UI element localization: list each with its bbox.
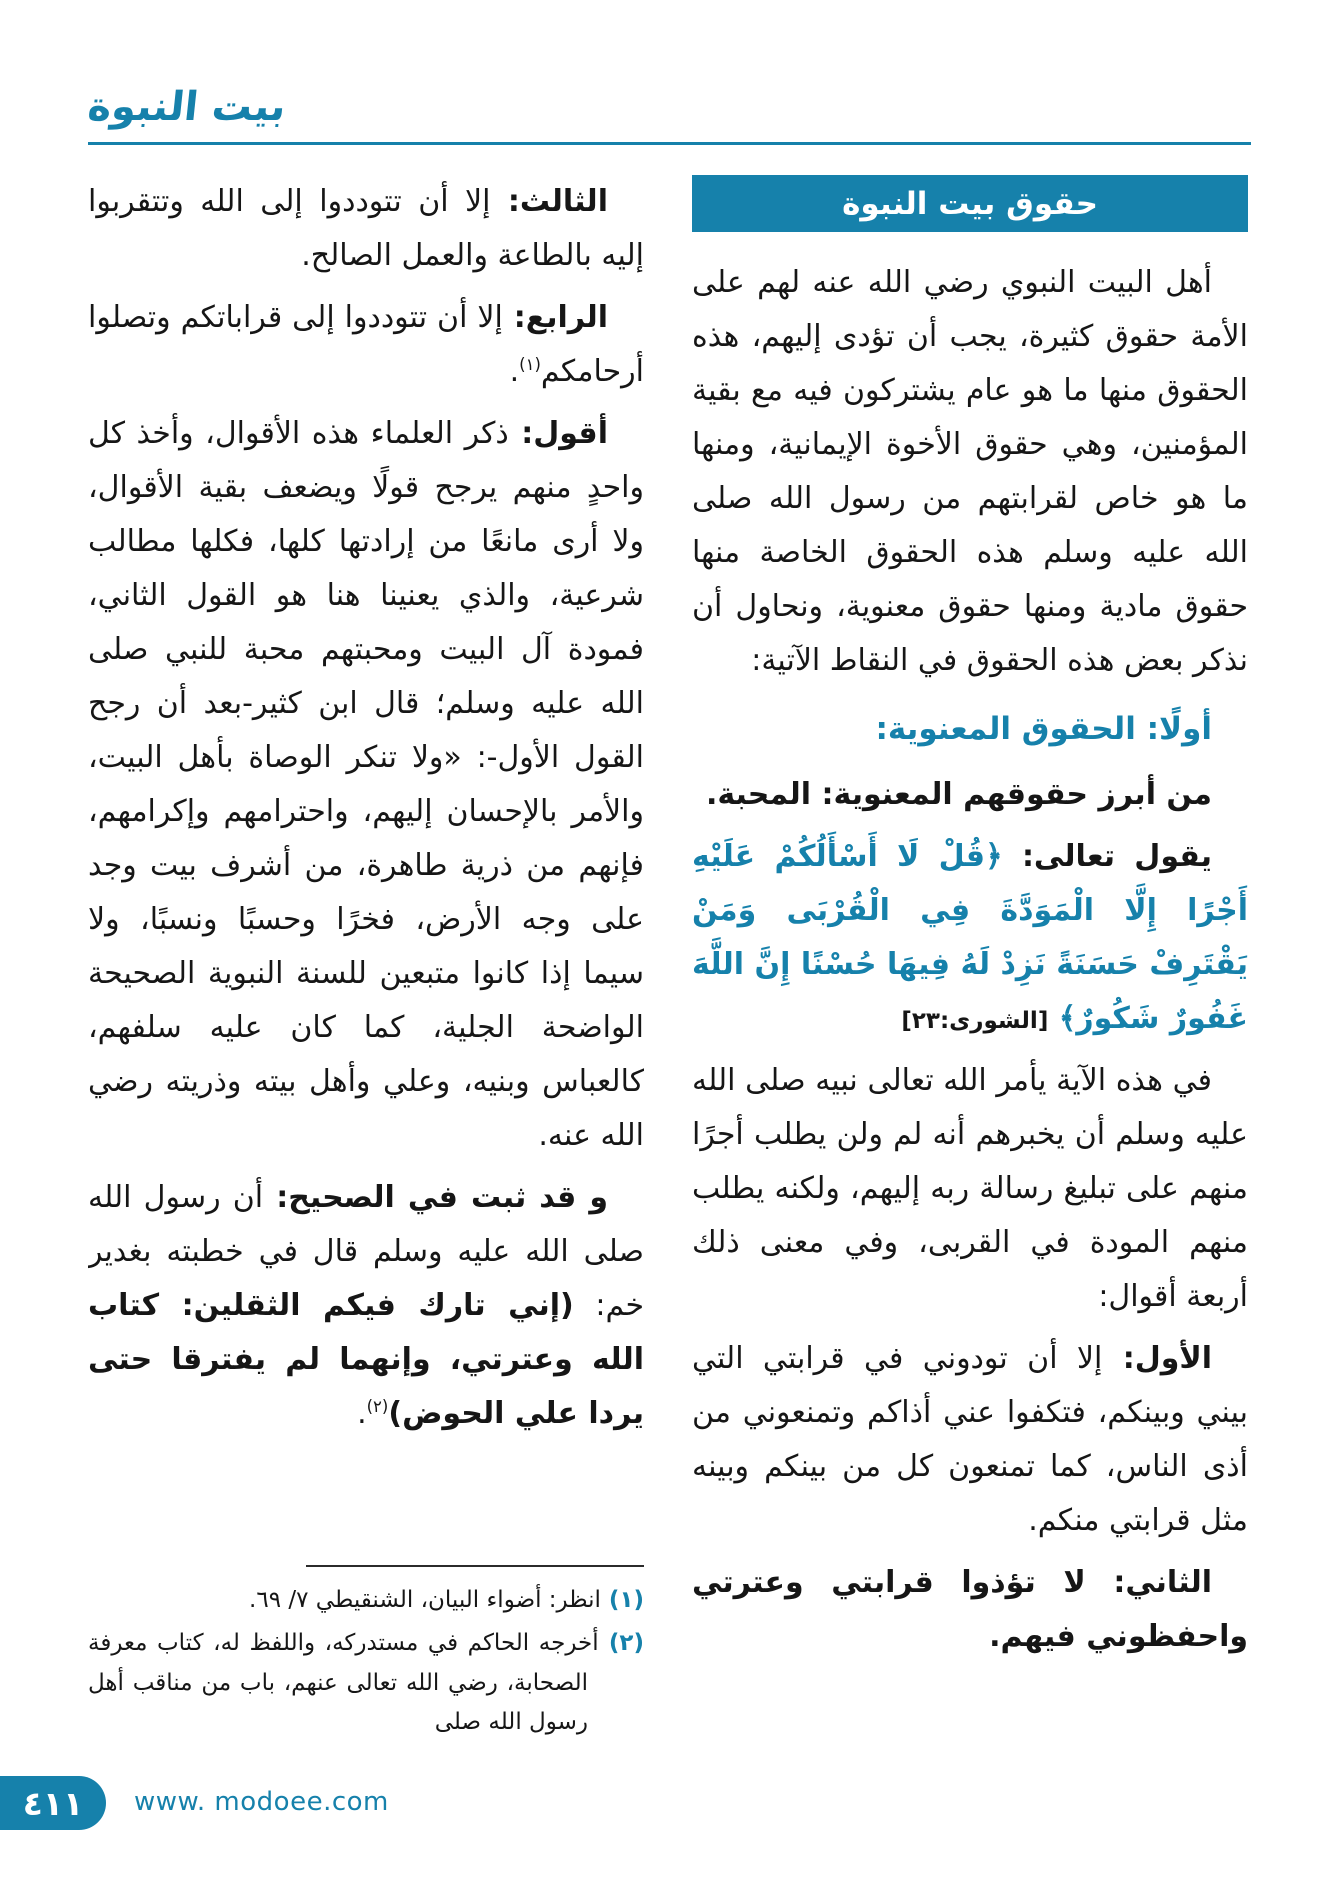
left-column-text — [88, 175, 644, 1449]
page-number: ٤١١ — [22, 1783, 84, 1823]
column-right — [692, 175, 1248, 1747]
love-paragraph — [692, 768, 1248, 822]
chapter-title-box — [692, 175, 1248, 232]
page-header — [0, 0, 1339, 145]
verse-paragraph — [692, 830, 1248, 1046]
footnote-marker-1: (١) — [519, 355, 541, 374]
footnote-number: (١) — [600, 1586, 644, 1613]
website-link[interactable]: www. modoee.com — [134, 1787, 389, 1817]
page-number-badge — [0, 1776, 106, 1830]
book-logo: بيت النبوة — [85, 84, 289, 130]
column-left — [88, 175, 644, 1747]
text-run: أولًا: الحقوق المعنوية: — [875, 711, 1212, 747]
quran-verse: ﴿قُلْ لَا أَسْأَلُكُمْ عَلَيْهِ أَجْرًا إِلَّا الْمَوَدَّةَ فِي الْقُرْبَى وَمَنْ يَقْتَرِفْ حَسَنَةً نَزِدْ لَهُ فِيهَا حُسْنًا إِنَّ اللَّهَ غَفُورٌ شَكُورٌ﴾ — [692, 838, 1248, 1036]
opinion-fourth — [88, 291, 644, 399]
text-run: الرابع: — [502, 300, 608, 335]
text-run: أقول: — [508, 416, 608, 451]
hadith-text: (إني تارك فيكم الثقلين: كتاب الله وعترتي، وإنهما لم يفترقا حتى يردا علي الحوض) — [88, 1288, 644, 1431]
footnote — [88, 1581, 644, 1621]
text-run: و قد ثبت في الصحيح: — [263, 1180, 608, 1215]
footnote-text: انظر: أضواء البيان، الشنقيطي ٧/ ٦٩. — [249, 1586, 601, 1613]
right-column-text — [692, 256, 1248, 1664]
footnote-divider — [306, 1565, 644, 1567]
footnote-number: (٢) — [598, 1630, 644, 1657]
opinion-second — [692, 1556, 1248, 1664]
text-run: إلا أن تتوددوا إلى قراباتكم وتصلوا أرحامكم — [88, 300, 644, 389]
text-run: الثاني: لا تؤذوا قرابتي وعترتي واحفظوني فيهم. — [692, 1564, 1248, 1654]
text-run: . — [509, 354, 520, 389]
explanation-paragraph — [692, 1054, 1248, 1324]
two-column-body — [0, 145, 1339, 1747]
text-run: ذكر العلماء هذه الأقوال، وأخذ كل واحدٍ منهم يرجح قولًا ويضعف بقية الأقوال، ولا أرى مانعًا من إرادتها كلها، فكلها مطالب شرعية، والذي يعنينا هنا هو القول الثاني، فمودة آل البيت ومحبتهم محبة للنبي صلى الله عليه وسلم؛ قال ابن كثير-بعد أن رجح القول الأول-: «ولا تنكر الوصاة بأهل البيت، والأمر بالإحسان إليهم، واحترامهم وإكرامهم، فإنهم من ذرية طاهرة، من أشرف بيت وجد على وجه الأرض، فخرًا وحسبًا ونسبًا، ولا سيما إذا كانوا متبعين للسنة النبوية الصحيحة الواضحة الجلية، كما كان عليه سلفهم، كالعباس وبنيه، وعلي وأهل بيته وذريته رضي الله عنه. — [88, 416, 644, 1153]
text-run: في هذه الآية يأمر الله تعالى نبيه صلى الله عليه وسلم أن يخبرهم أنه لم ولن يطلب أجرًا منهم على تبليغ رسالة ربه إليهم، ولكنه يطلب منهم المودة في القربى، وفي معنى ذلك أربعة أقوال: — [692, 1062, 1248, 1314]
subheading-moral-rights — [692, 702, 1248, 758]
text-run: الثالث: — [490, 184, 608, 219]
intro-paragraph — [692, 256, 1248, 688]
text-run: الأول: — [1102, 1340, 1212, 1376]
hadith-paragraph — [88, 1171, 644, 1441]
text-run: أن رسول الله صلى الله عليه وسلم قال في خطبته بغدير خم: — [88, 1180, 644, 1323]
text-run: أهل البيت النبوي رضي الله عنه لهم على الأمة حقوق كثيرة، يجب أن تؤدى إليهم، هذه الحقوق منها ما هو عام يشتركون فيه مع بقية المؤمنين، وهي حقوق الأخوة الإيمانية، ومنها ما هو خاص لقرابتهم من رسول الله صلى الله عليه وسلم هذه الحقوق الخاصة منها حقوق مادية ومنها حقوق معنوية، ونحاول أن نذكر بعض هذه الحقوق في النقاط الآتية: — [692, 265, 1248, 678]
text-run: من أبرز حقوقهم المعنوية: المحبة. — [705, 776, 1212, 812]
footnote-text: أخرجه الحاكم في مستدركه، واللفظ له، كتاب معرفة الصحابة، رضي الله تعالى عنهم، باب من مناقب أهل رسول الله صلى — [88, 1630, 599, 1736]
text-run: إلا أن تتوددوا إلى الله وتتقربوا إليه بالطاعة والعمل الصالح. — [88, 184, 644, 273]
chapter-title: حقوق بيت النبوة — [842, 185, 1098, 222]
footnotes-block — [88, 1581, 644, 1747]
page-footer — [0, 1776, 1339, 1832]
text-run: يقول تعالى: — [1002, 838, 1212, 874]
text-run: إلا أن تودوني في قرابتي التي بيني وبينكم، فتكفوا عني أذاكم وتمنعوني من أذى الناس، كما تمنعون كل من بينكم وبينه مثل قرابتي منكم. — [692, 1340, 1248, 1538]
footnote — [88, 1624, 644, 1743]
author-comment — [88, 407, 644, 1163]
opinion-third — [88, 175, 644, 283]
opinion-first — [692, 1332, 1248, 1548]
footnote-marker-2: (٢) — [366, 1397, 389, 1416]
text-run: . — [357, 1396, 367, 1431]
verse-reference: [الشورى:٢٣] — [901, 1007, 1049, 1034]
